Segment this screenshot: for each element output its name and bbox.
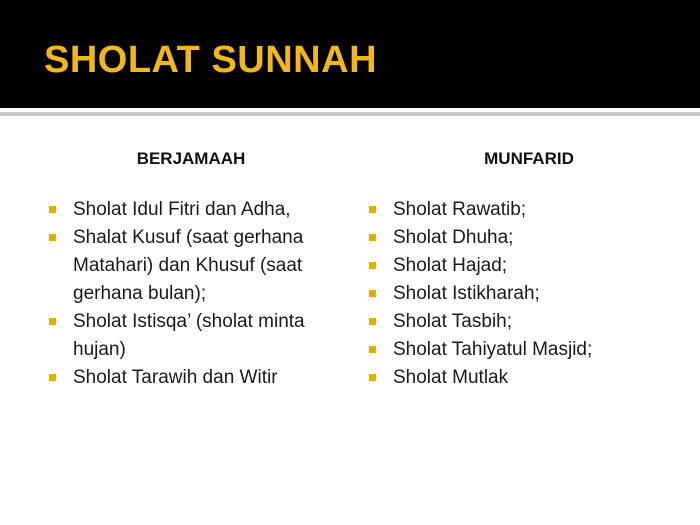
list-item <box>366 252 686 280</box>
list-item-text: Sholat Mutlak <box>393 367 509 388</box>
title-bar <box>0 0 700 108</box>
berjamaah-heading: BERJAMAAH <box>136 149 246 168</box>
list-item <box>46 308 346 364</box>
list-item-text: Sholat Rawatib; <box>393 199 527 220</box>
square-bullet-icon <box>49 374 56 381</box>
list-item-text: Sholat Dhuha; <box>393 227 514 248</box>
list-item <box>366 280 686 308</box>
berjamaah-list <box>46 196 346 392</box>
square-bullet-icon <box>369 290 376 297</box>
munfarid-heading: MUNFARID <box>484 149 574 168</box>
list-item-text: Sholat Hajad; <box>393 255 508 276</box>
list-item-text: Sholat Istisqa’ (sholat minta hujan) <box>73 311 305 360</box>
square-bullet-icon <box>49 234 56 241</box>
list-item-text: Sholat Tarawih dan Witir <box>73 367 278 388</box>
square-bullet-icon <box>369 318 376 325</box>
munfarid-column <box>366 147 686 392</box>
slide-title: SHOLAT SUNNAH <box>44 39 378 81</box>
square-bullet-icon <box>369 346 376 353</box>
square-bullet-icon <box>369 374 376 381</box>
list-item <box>366 336 686 364</box>
list-item-text: Sholat Istikharah; <box>393 283 540 304</box>
title-divider <box>0 112 700 116</box>
list-item-text: Sholat Idul Fitri dan Adha, <box>73 199 291 220</box>
munfarid-list <box>366 196 686 392</box>
list-item <box>46 224 346 308</box>
square-bullet-icon <box>49 206 56 213</box>
list-item-text: Sholat Tasbih; <box>393 311 513 332</box>
berjamaah-column <box>46 147 346 392</box>
list-item <box>46 364 346 392</box>
square-bullet-icon <box>369 206 376 213</box>
square-bullet-icon <box>49 318 56 325</box>
list-item-text: Shalat Kusuf (saat gerhana Matahari) dan Khusuf (saat gerhana bulan); <box>73 227 304 304</box>
square-bullet-icon <box>369 234 376 241</box>
square-bullet-icon <box>369 262 376 269</box>
list-item <box>366 308 686 336</box>
list-item <box>366 224 686 252</box>
list-item <box>366 196 686 224</box>
list-item <box>366 364 686 392</box>
list-item-text: Sholat Tahiyatul Masjid; <box>393 339 593 360</box>
list-item <box>46 196 346 224</box>
